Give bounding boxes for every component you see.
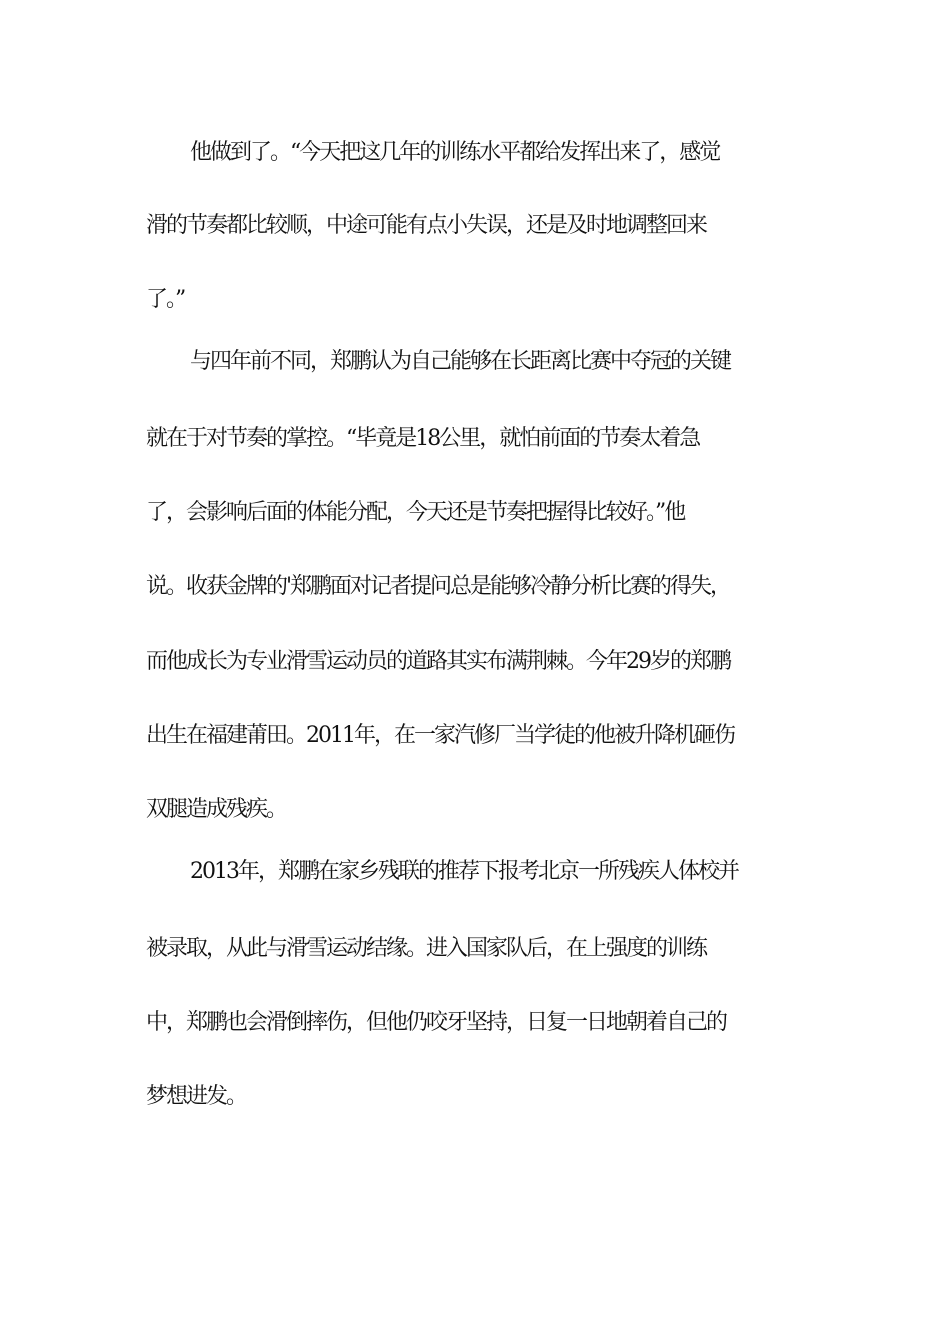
text-line-6: 了，会影响后面的体能分配，今天还是节奏把握得比较好。”他 (146, 500, 685, 525)
text-line-8: 而他成长为专业滑雪运动员的道路其实布满荆棘。今年29岁的郑鹏 (146, 649, 730, 674)
text-line-13: 中，郑鹏也会滑倒摔伤，但他仍咬牙坚持，日复一日地朝着自己的 (146, 1010, 727, 1035)
text-line-7: 说。收获金牌的'郑鹏面对记者提问总是能够冷静分析比赛的得失， (146, 574, 731, 599)
text-line-14: 梦想进发。 (146, 1084, 247, 1109)
text-line-1: 他做到了。“今天把这几年的训练水平都给发挥出来了，感觉 (190, 140, 720, 165)
text-line-3: 了。” (146, 287, 185, 312)
text-line-12: 被录取，从此与滑雪运动结缘。进入国家队后，在上强度的训练 (146, 936, 707, 961)
text-line-10: 双腿造成残疾。 (146, 797, 287, 822)
text-line-11: 2013年，郑鹏在家乡残联的推荐下报考北京一所残疾人体校并 (190, 859, 738, 884)
text-line-2: 滑的节奏都比较顺，中途可能有点小失误，还是及时地调整回来 (146, 213, 707, 238)
text-line-5: 就在于对节奏的掌控。“毕竟是18公里，就怕前面的节奏太着急 (146, 426, 700, 451)
text-line-4: 与四年前不同，郑鹏认为自己能够在长距离比赛中夺冠的关键 (190, 349, 731, 374)
text-line-9: 出生在福建莆田。2011年，在一家汽修厂当学徒的他被升降机砸伤 (146, 723, 734, 748)
